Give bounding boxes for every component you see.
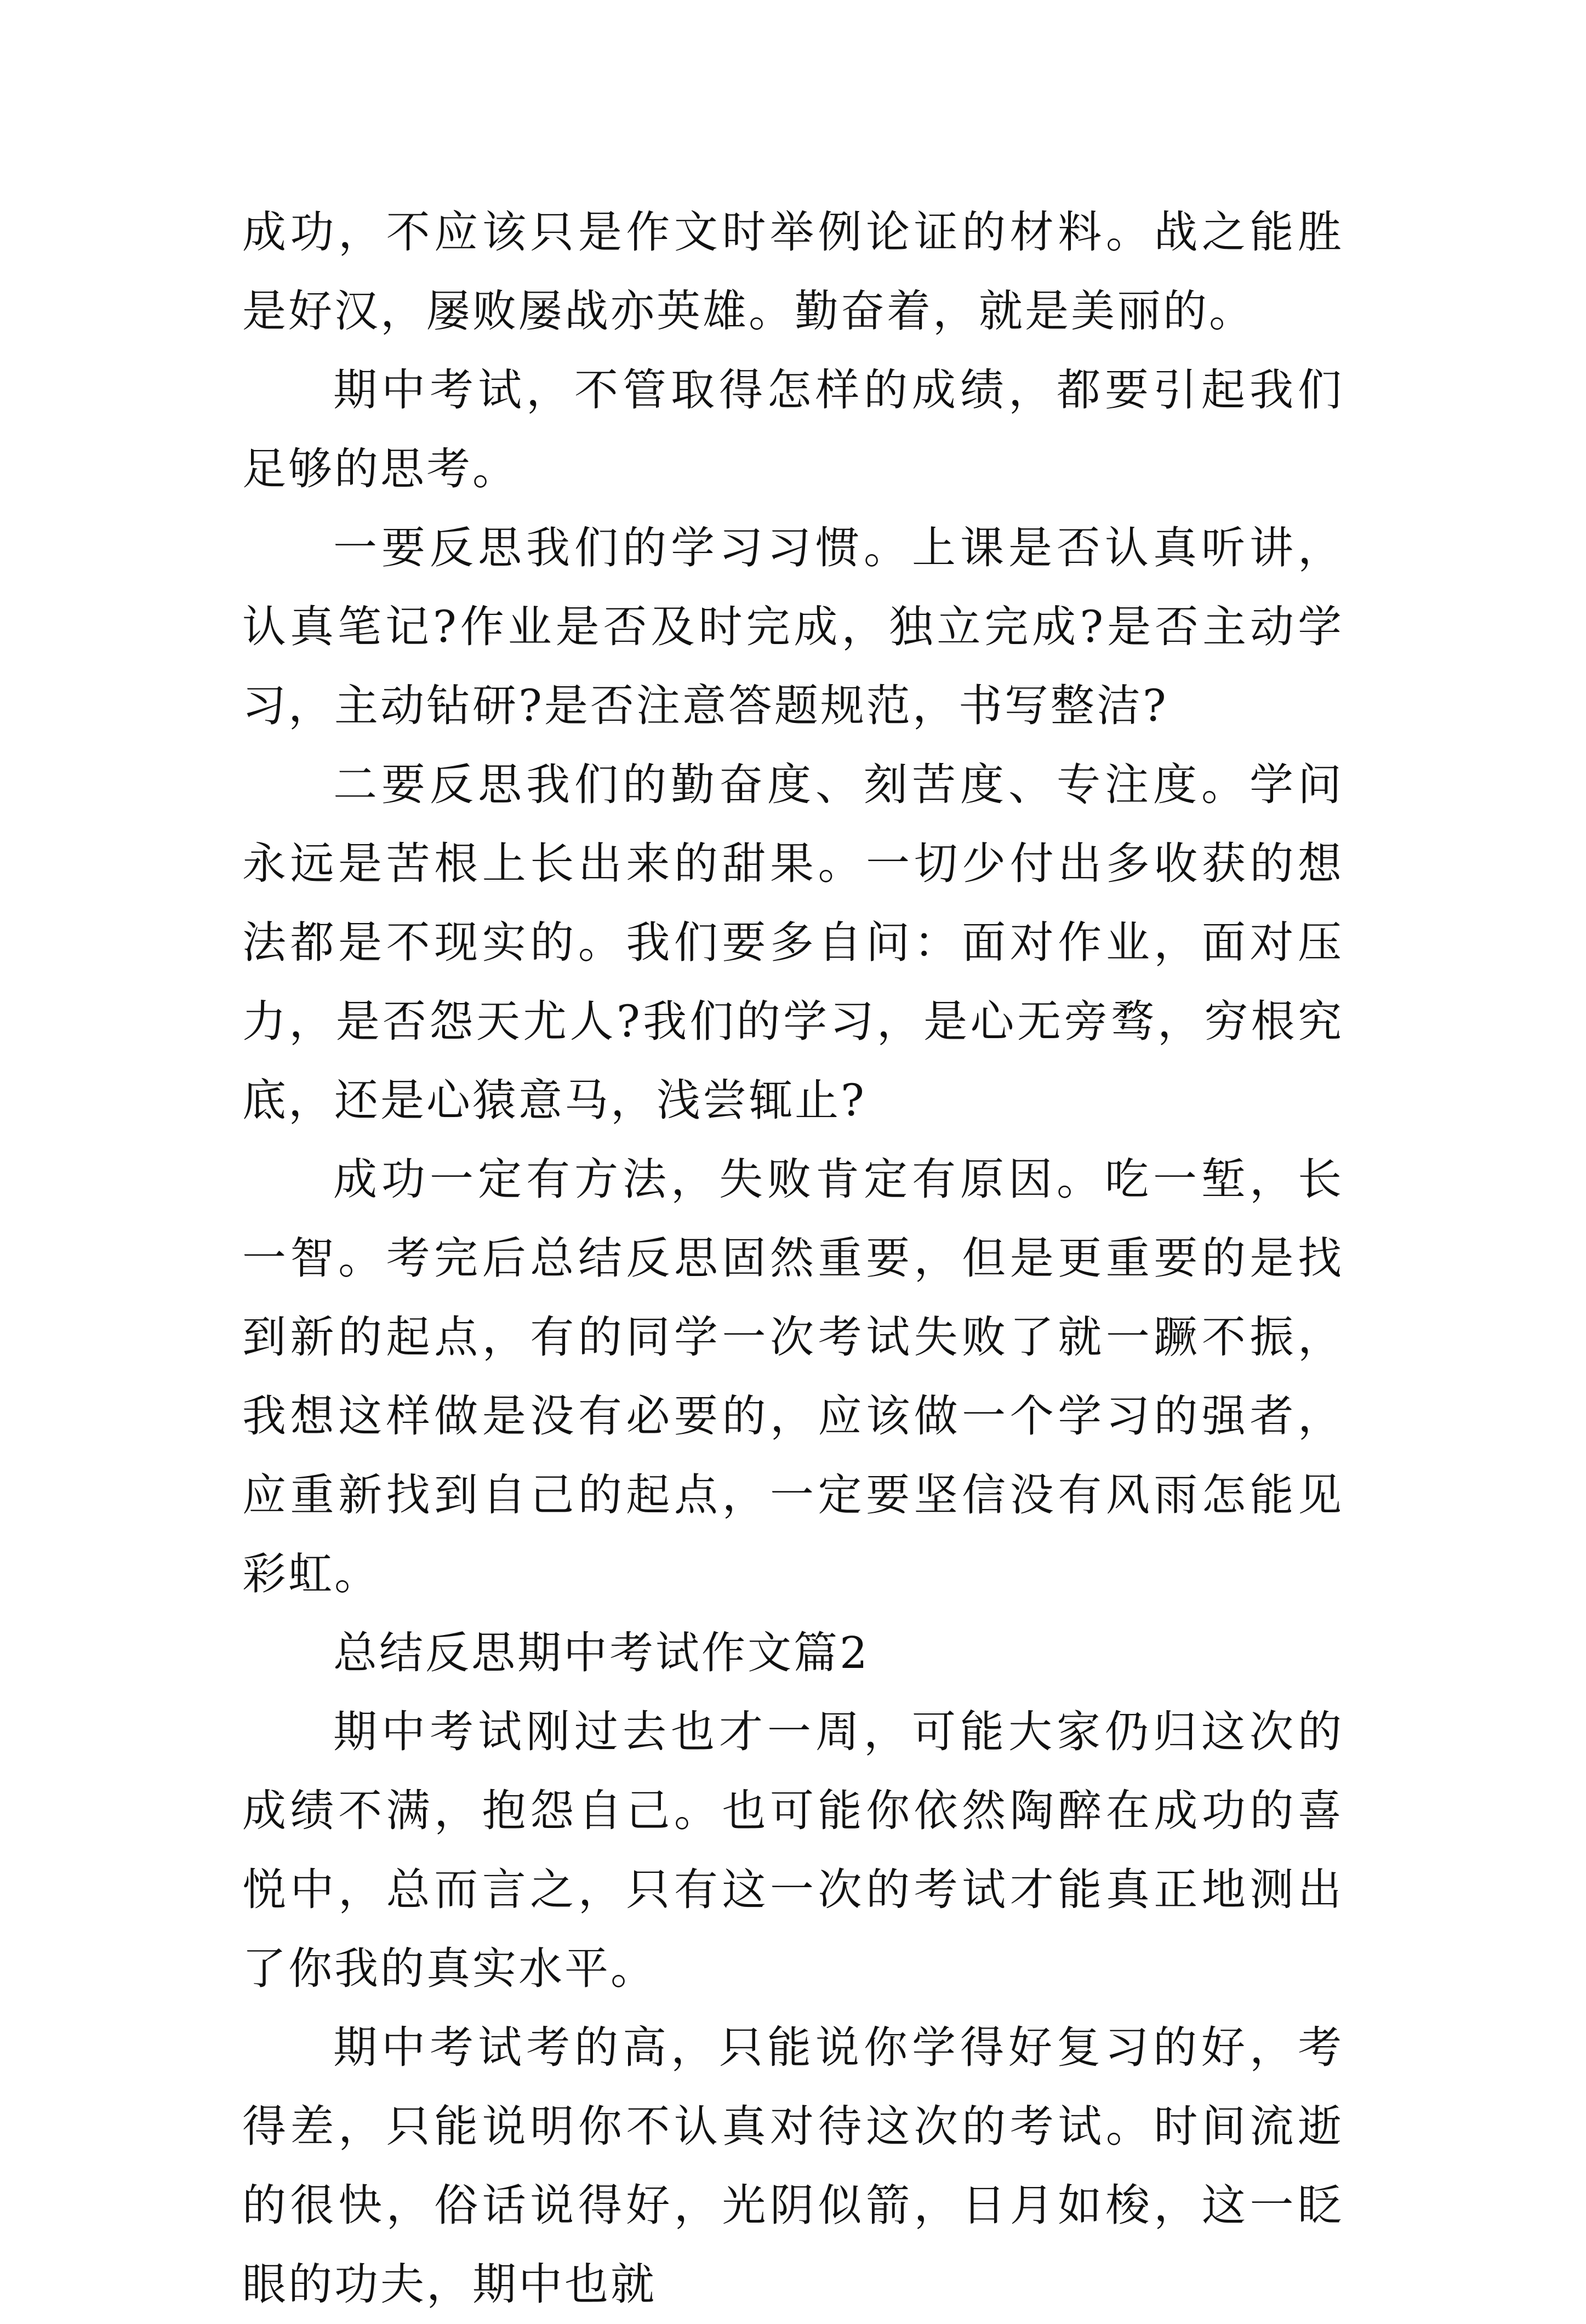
paragraph: 二要反思我们的勤奋度、刻苦度、专注度。学问永远是苦根上长出来的甜果。一切少付出多收获的想法都是不现实的。我们要多自问：面对作业，面对压力，是否怨天尤人?我们的学习，是心无旁骛，穷根究底，还是心猿意马，浅尝辄止? bbox=[242, 759, 1344, 1126]
paragraph-continued: 成功，不应该只是作文时举例论证的材料。战之能胜是好汉，屡败屡战亦英雄。勤奋着，就是美丽的。 bbox=[242, 207, 1344, 337]
paragraph: 期中考试刚过去也才一周，可能大家仍归这次的成绩不满，抱怨自己。也可能你依然陶醉在成功的喜悦中，总而言之，只有这一次的考试才能真正地测出了你我的真实水平。 bbox=[242, 1706, 1344, 1994]
article-body bbox=[242, 193, 1344, 2324]
paragraph: 成功一定有方法，失败肯定有原因。吃一堑，长一智。考完后总结反思固然重要，但是更重要的是找到新的起点，有的同学一次考试失败了就一蹶不振，我想这样做是没有必要的，应该做一个学习的强者，应重新找到自己的起点，一定要坚信没有风雨怎能见彩虹。 bbox=[242, 1154, 1344, 1599]
paragraph: 一要反思我们的学习习惯。上课是否认真听讲，认真笔记?作业是否及时完成，独立完成?是否主动学习，主动钻研?是否注意答题规范，书写整洁? bbox=[242, 522, 1344, 731]
paragraph: 期中考试，不管取得怎样的成绩，都要引起我们足够的思考。 bbox=[242, 364, 1344, 494]
paragraph: 期中考试考的高，只能说你学得好复习的好，考得差，只能说明你不认真对待这次的考试。时间流逝的很快，俗话说得好，光阴似箭，日月如梭，这一眨眼的功夫，期中也就 bbox=[242, 2022, 1344, 2310]
section-heading: 总结反思期中考试作文篇2 bbox=[333, 1627, 870, 1678]
